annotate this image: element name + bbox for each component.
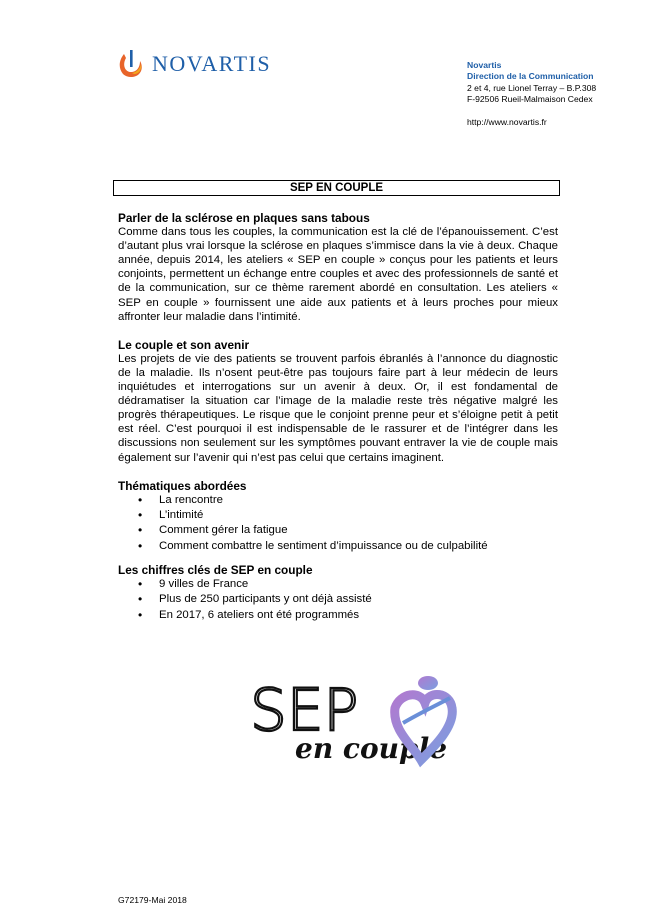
company-name: Novartis: [467, 60, 502, 70]
key-figures-heading: Les chiffres clés de SEP en couple: [118, 562, 313, 577]
sep-en-couple-logo: [245, 668, 460, 768]
list-item: • 9 villes de France: [118, 577, 558, 592]
novartis-logo: [118, 48, 271, 80]
section-heading: Parler de la sclérose en plaques sans tabous: [118, 211, 370, 225]
list-item: • Plus de 250 participants y ont déjà assisté: [118, 592, 558, 607]
section-paragraph: Les projets de vie des patients se trouvent parfois ébranlés à l’annonce du diagnostic de la maladie. Ils n’osent peut-être pas toujours faire part à leur médecin de leurs inquiétudes et interrogations sur un avenir à deux. Or, il est fondamental de dédramatiser la situation car l’image de la maladie reste très négative malgré les progrès thérapeutiques. Le risque que le conjoint prenne peur et s’éloigne petit à petit est réel. C’est pourquoi il est indispensable de le rassurer et de l’intégrer dans les discussions non seulement sur les symptômes pouvant entraver la vie de couple mais également sur l’avenir qui n’est pas celui que certains imaginent.: [118, 352, 558, 464]
section-paragraph: Comme dans tous les couples, la communication est la clé de l’épanouissement. C’est d’autant plus vrai lorsque la sclérose en plaques s’immisce dans la vie à deux. Chaque année, depuis 2014, les ateliers « SEP en couple » conçus pour les patients et leurs conjoints, permettent un échange entre couples et avec des professionnels de santé et de la communication, sur ce thème rarement abordé en consultation. Les ateliers « SEP en couple » fournissent une aide aux patients et à leurs proches pour mieux affronter leur maladie dans l’intimité.: [118, 226, 558, 323]
document-body: [118, 211, 558, 623]
list-item: • L’intimité: [118, 508, 558, 523]
list-item: • La rencontre: [118, 493, 558, 508]
sender-address: [467, 60, 596, 128]
section-heading: Le couple et son avenir: [118, 337, 250, 352]
document-title: SEP EN COUPLE: [113, 180, 560, 196]
sep-logo-sub-text: en couple: [295, 732, 448, 765]
document-reference: G72179-Mai 2018: [118, 895, 187, 905]
department-name: Direction de la Communication: [467, 71, 594, 82]
list-item: • Comment combattre le sentiment d’impuissance ou de culpabilité: [118, 539, 558, 554]
address-line-2: F-92506 Rueil-Malmaison Cedex: [467, 94, 593, 105]
list-item: • Comment gérer la fatigue: [118, 523, 558, 538]
website-link[interactable]: http://www.novartis.fr: [467, 116, 547, 127]
themes-heading: Thématiques abordées: [118, 478, 247, 493]
sep-logo-main-text: SEP: [250, 676, 359, 744]
address-line-1: 2 et 4, rue Lionel Terray – B.P.308: [467, 82, 597, 93]
brand-name: NOVARTIS: [152, 51, 272, 76]
key-figures-list: [118, 577, 558, 623]
novartis-flame-icon: [118, 48, 144, 80]
list-item: • En 2017, 6 ateliers ont été programmés: [118, 608, 558, 623]
themes-list: [118, 493, 558, 554]
